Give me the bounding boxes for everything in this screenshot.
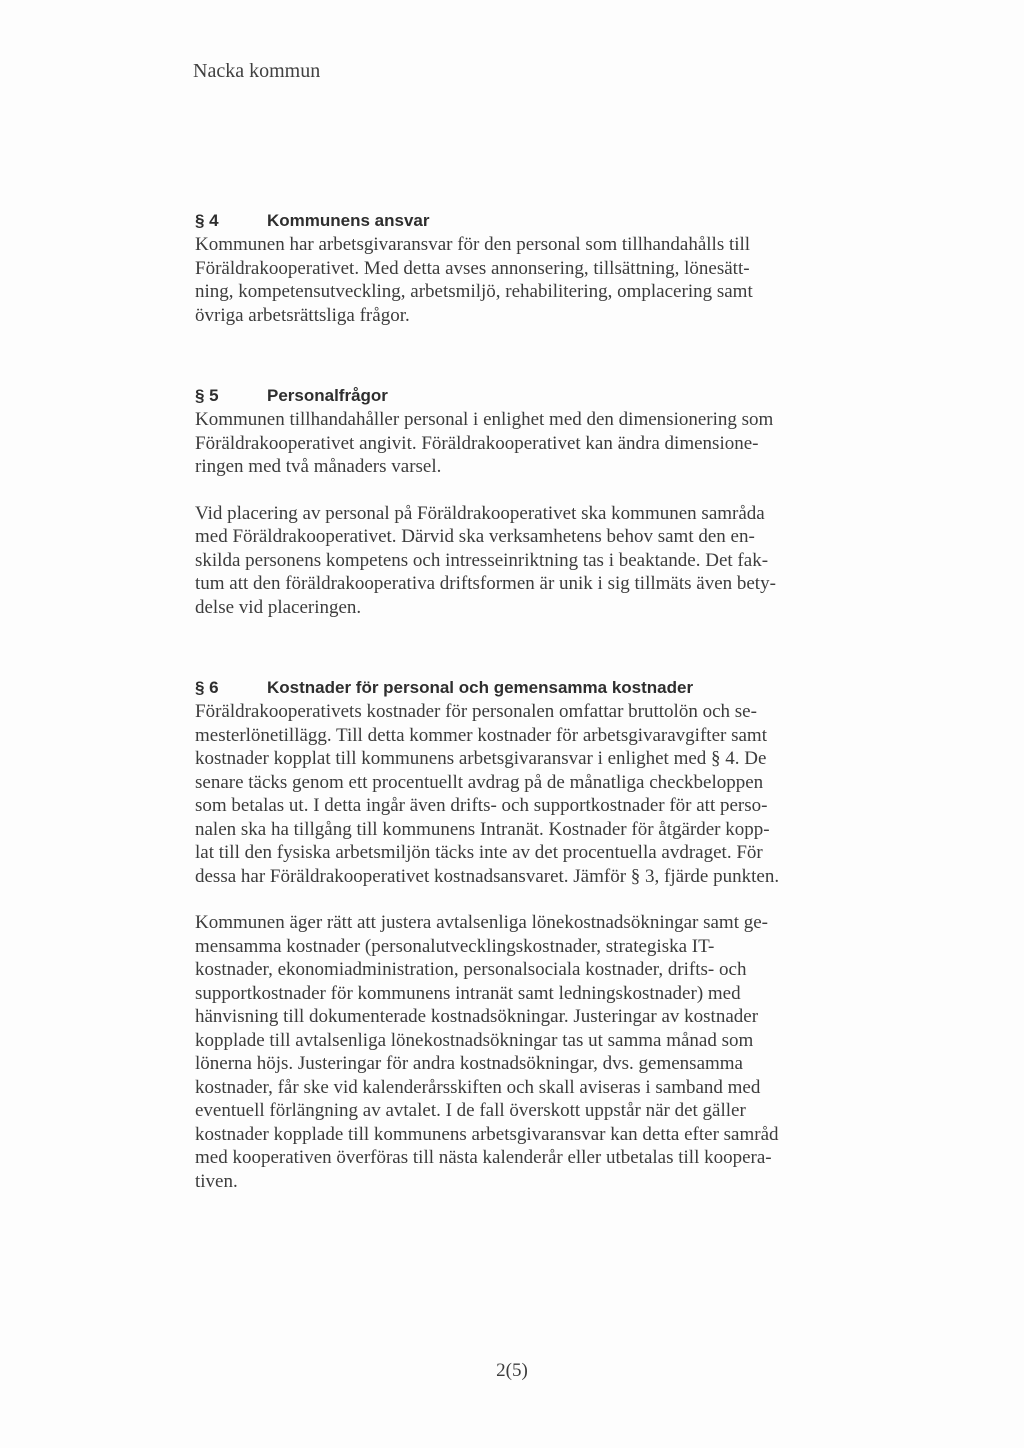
paragraph: Vid placering av personal på Föräldrakooperativet ska kommunen samråda med Föräldrakooperativet. Därvid ska verksamhetens behov samt den en- skilda personens kompetens och intresseinriktning tas i beaktande. Det fak- tum att den föräldrakooperativa driftsformen är unik i sig tillmäts även bety- delse vid placeringen. (195, 502, 776, 618)
paragraph: Kommunen äger rätt att justera avtalsenliga lönekostnadsökningar samt ge- mensamma kostnader (personalutvecklingskostnader, strategiska IT- kostnader, ekonomiadministration, personalsociala kostnader, drifts- och supportkostnader för kommunens intranät samt ledningskostnader) med hänvisning till dokumenterade kostnadsökningar. Justeringar av kostnader kopplade till avtalsenliga lönekostnadsökningar tas ut samma månad som lönerna höjs. Justeringar för andra kostnadsökningar, dvs. gemensamma kostnader, får ske vid kalenderårsskiften och skall aviseras i samband med eventuell förlängning av avtalet. I de fall överskott uppstår när det gäller kostnader kopplade till kommunens arbetsgivaransvar kan detta efter samråd med kooperativen överföras till nästa kalenderår eller utbetalas till koopera- tiven. (195, 912, 779, 1192)
paragraph: Kommunen tillhandahåller personal i enlighet med den dimensionering som Föräldrakooperativet angivit. Föräldrakooperativet kan ändra dimensione- ringen med två månaders varsel. (195, 409, 774, 477)
section-number: § 6 (195, 678, 219, 697)
section-number: § 4 (195, 211, 219, 230)
section-heading (195, 386, 835, 406)
section-title: Kostnader för personal och gemensamma kostnader (267, 678, 694, 697)
page-number: 2(5) (496, 1360, 528, 1381)
section-title: Kommunens ansvar (267, 211, 430, 230)
section-4 (195, 211, 835, 327)
section-title: Personalfrågor (267, 386, 388, 405)
paragraph: Kommunen har arbetsgivaransvar för den personal som tillhandahålls till Föräldrakooperativet. Med detta avses annonsering, tillsättning, lönesätt- ning, kompetensutveckling, arbetsmiljö, rehabilitering, omplacering samt övriga arbetsrättsliga frågor. (195, 234, 753, 326)
section-heading (195, 678, 835, 698)
section-number: § 5 (195, 386, 219, 405)
section-6 (195, 678, 835, 1193)
document-header: Nacka kommun (193, 60, 321, 82)
section-5 (195, 386, 835, 619)
section-heading (195, 211, 835, 231)
paragraph: Föräldrakooperativets kostnader för personalen omfattar bruttolön och se- mesterlönetillägg. Till detta kommer kostnader för arbetsgivaravgifter samt kostnader kopplat till kommunens arbetsgivaransvar i enlighet med § 4. De senare täcks genom ett procentuellt avdrag på de månatliga checkbeloppen som betalas ut. I detta ingår även drifts- och supportkostnader för att perso- nalen ska ha tillgång till kommunens Intranät. Kostnader för åtgärder kopp- lat till den fysiska arbetsmiljön täcks inte av det procentuella avdraget. För dessa har Föräldrakooperativet kostnadsansvaret. Jämför § 3, fjärde punkten. (195, 701, 780, 887)
